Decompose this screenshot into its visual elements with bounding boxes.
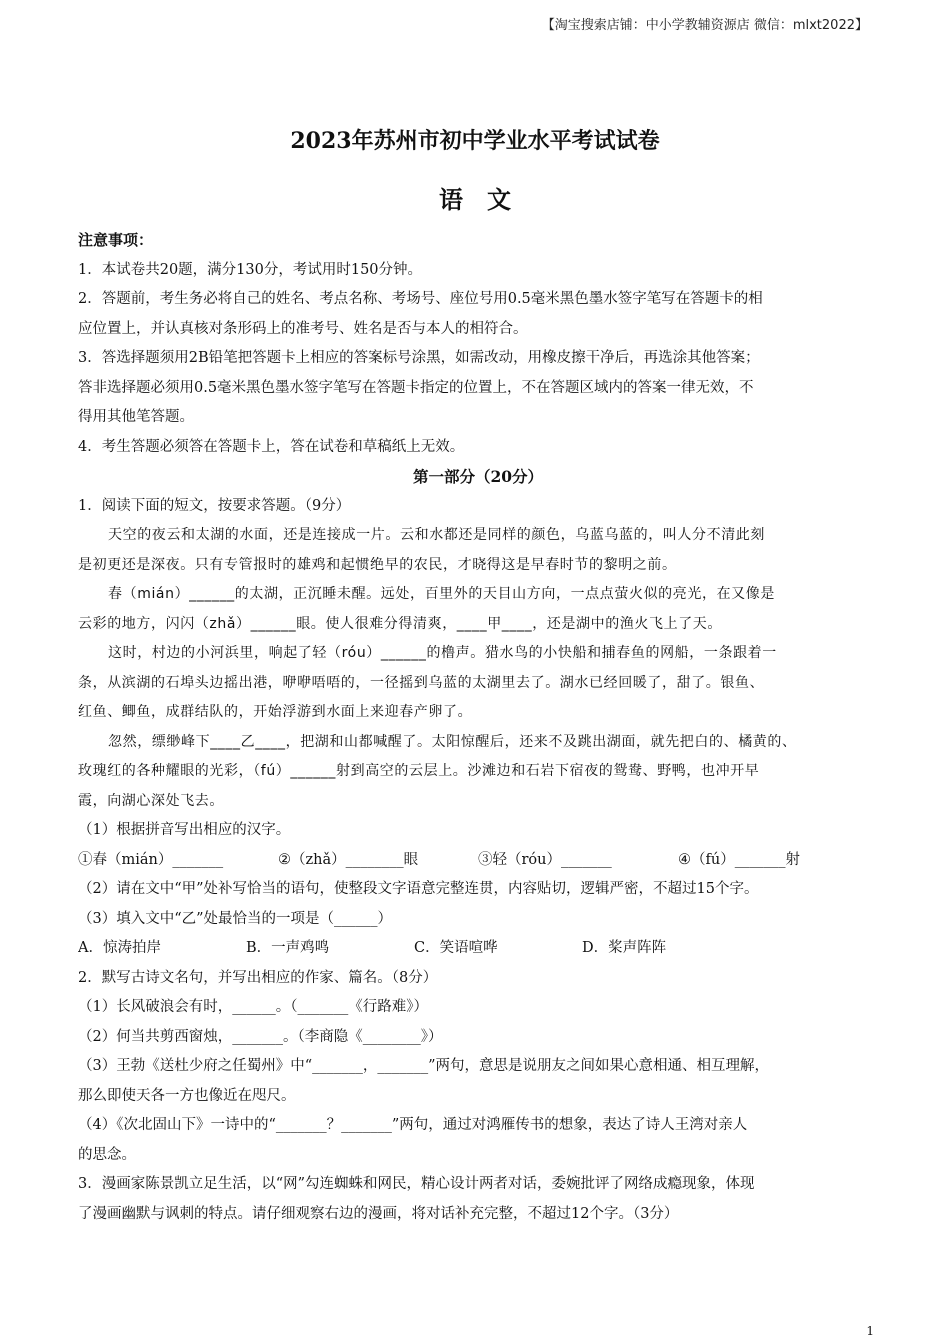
passage-line: 天空的夜云和太湖的水面，还是连接成一片。云和水都还是同样的颜色，乌蓝乌蓝的，叫人分不清此刻: [108, 527, 765, 543]
q3-line: 了漫画幽默与讽刺的特点。请仔细观察右边的漫画，将对话补充完整，不超过12个字。（3分）: [78, 1205, 679, 1222]
passage-line: 这时，村边的小河浜里，响起了轻（róu）______的橹声。猎水鸟的小快船和捕春鱼的网船，一条跟着一: [108, 645, 777, 661]
q2-stem: 2．默写古诗文名句，并写出相应的作家、篇名。（8分）: [78, 969, 438, 986]
subject-title: 语 文: [439, 185, 511, 214]
pinyin-item: ②（zhǎ）________眼: [278, 851, 419, 868]
q1-sub3: （3）填入文中“乙”处最恰当的一项是（______）: [78, 910, 393, 927]
exam-title: 2023年苏州市初中学业水平考试试卷: [290, 128, 660, 154]
passage-line: 红鱼、鲫鱼，成群结队的，开始浮游到水面上来迎春产卵了。: [78, 704, 473, 720]
q2-line: （4）《次北固山下》一诗中的“_______？_______”两句，通过对鸿雁传书的想象，表达了诗人王湾对亲人: [78, 1117, 748, 1133]
option-d: D．桨声阵阵: [582, 940, 667, 956]
q1-sub1-items: [78, 846, 878, 876]
q3-line: 3．漫画家陈景凯立足生活，以“网”勾连蜘蛛和网民，精心设计两者对话，委婉批评了网络成瘾现象，体现: [78, 1176, 755, 1192]
q1-options: [78, 934, 878, 964]
q1-sub1: （1）根据拼音写出相应的汉字。: [78, 822, 291, 838]
q2-line: 的思念。: [78, 1146, 136, 1163]
passage-line: 玫瑰红的各种耀眼的光彩，（fú）______射到高空的云层上。沙滩边和石岩下宿夜的鸳鸯、野鸭，也冲开早: [78, 763, 760, 779]
notice-heading: 注意事项：: [78, 231, 154, 249]
q2-line: （1）长风破浪会有时，______。（_______《行路难》）: [78, 999, 428, 1015]
option-a: A．惊涛拍岸: [78, 940, 161, 956]
notice-line: 4．考生答题必须答在答题卡上，答在试卷和草稿纸上无效。: [78, 438, 465, 455]
option-b: B．一声鸡鸣: [246, 940, 330, 956]
q2-line: 那么即使天各一方也像近在咫尺。: [78, 1087, 296, 1104]
q1-passage: [78, 521, 878, 816]
q2-line: （3）王勃《送杜少府之任蜀州》中“_______，_______”两句，意思是说朋友之间如果心意相通、相互理解，: [78, 1058, 770, 1074]
notice-line: 答非选择题必须用0.5毫米黑色墨水签字笔写在答题卡指定的位置上，不在答题区域内的答案一律无效，不: [78, 379, 754, 396]
notice-line: 应位置上，并认真核对条形码上的准考号、姓名是否与本人的相符合。: [78, 320, 528, 337]
q1-stem: 1．阅读下面的短文，按要求答题。（9分）: [78, 497, 351, 514]
option-c: C．笑语喧哗: [414, 940, 498, 956]
q1-sub2: （2）请在文中“甲”处补写恰当的语句，使整段文字语意完整连贯，内容贴切，逻辑严密，不超过15个字。: [78, 881, 759, 897]
pinyin-item: ①春（mián）_______: [78, 851, 224, 868]
notice-line: 1．本试卷共20题，满分130分，考试用时150分钟。: [78, 261, 423, 278]
pinyin-item: ③轻（róu）_______: [478, 851, 612, 868]
passage-line: 是初更还是深夜。只有专管报时的雄鸡和起惯绝早的农民，才晓得这是早春时节的黎明之前。: [78, 556, 677, 573]
passage-line: 条，从滨湖的石埠头边摇出港，咿咿唔唔的，一径摇到乌蓝的太湖里去了。湖水已经回暖了，甜了。银鱼、: [78, 674, 765, 691]
section-title: 第一部分（20分）: [412, 467, 544, 486]
notice-line: 3．答选择题须用2B铅笔把答题卡上相应的答案标号涂黑，如需改动，用橡皮擦干净后，再选涂其他答案；: [78, 350, 760, 366]
header-note: 【淘宝搜索店铺：中小学教辅资源店 微信：mlxt2022】: [541, 18, 868, 33]
passage-line: 霞，向湖心深处飞去。: [78, 792, 224, 809]
q2-line: （2）何当共剪西窗烛，_______。（李商隐《________》）: [78, 1028, 443, 1045]
passage-line: 云彩的地方，闪闪（zhǎ）______眼。使人很难分得清爽，____甲____，还是湖中的渔火飞上了天。: [78, 615, 722, 632]
page-number: 1: [866, 1324, 874, 1338]
notice-line: 得用其他笔答题。: [78, 409, 194, 425]
passage-line: 春（mián）______的太湖，正沉睡未醒。远处，百里外的天目山方向，一点点萤火似的亮光，在又像是: [108, 586, 775, 602]
exam-content: [78, 226, 878, 1229]
notice-line: 2．答题前，考生务必将自己的姓名、考点名称、考场号、座位号用0.5毫米黑色墨水签字笔写在答题卡的相: [78, 291, 763, 307]
pinyin-item: ④（fú）_______射: [678, 851, 800, 868]
passage-line: 忽然，缥缈峰下____乙____，把湖和山都喊醒了。太阳惊醒后，还来不及跳出湖面，就先把白的、橘黄的、: [108, 733, 797, 750]
